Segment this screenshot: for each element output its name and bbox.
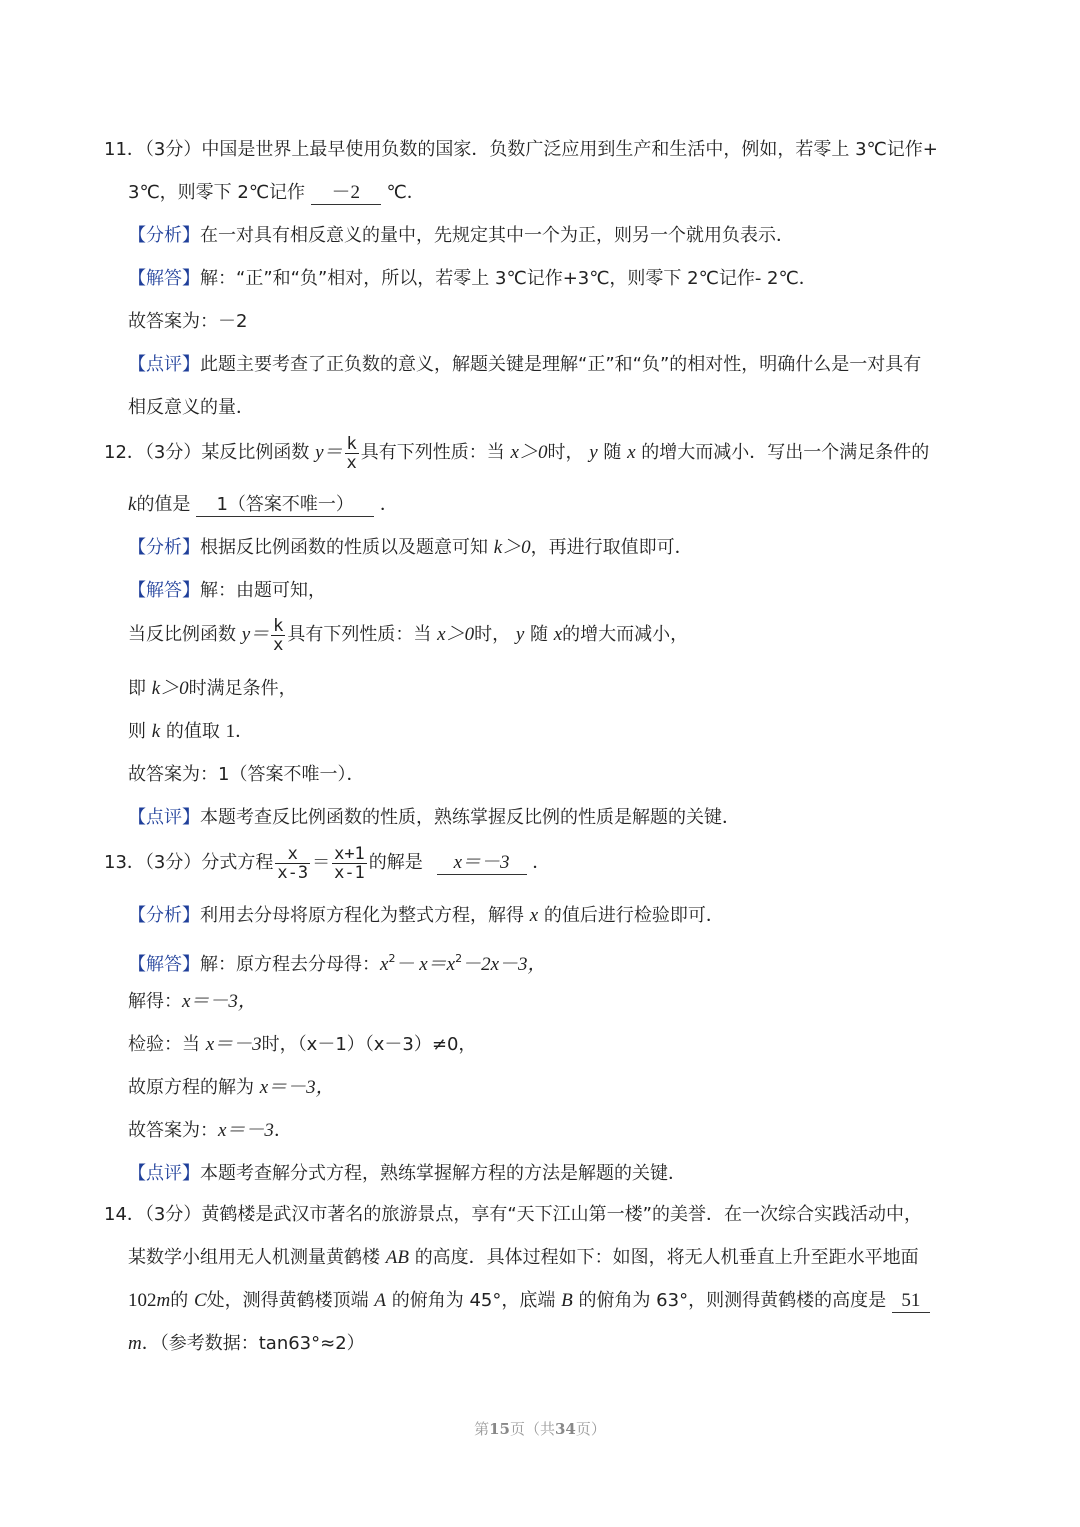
q13-sol1-a: － x＝	[395, 954, 447, 975]
q11-solution	[128, 266, 817, 292]
q13-final-pre: 故答案为：	[128, 1120, 218, 1141]
q12-final: 故答案为：1（答案不唯一）．	[128, 764, 365, 785]
q14-line4-post: ．（参考数据：tan63°≈2）	[141, 1333, 365, 1354]
q12-solution1: 解：由题可知，	[200, 580, 326, 601]
q14-b-point: B	[561, 1290, 573, 1311]
q12-sol4-val: 1	[225, 721, 236, 742]
q12-xvar: x	[627, 442, 636, 463]
footer-mid: 页（共	[509, 1420, 555, 1438]
q12-sol4-post: ．	[235, 721, 254, 742]
q14-line3-d: 的俯角为 63°，则测得黄鹤楼的高度是	[578, 1290, 887, 1311]
q12-sol2-mid: 具有下列性质：当	[287, 624, 432, 645]
q13-sol1-b: －2x－3，	[462, 954, 547, 975]
q13-sol1-x1: x	[380, 954, 389, 975]
solution-tag: 【解答】	[128, 580, 200, 601]
q12-sol4-mid: 的值取	[165, 721, 220, 742]
q14-line3	[128, 1288, 930, 1314]
q14-line3-c2: 的俯角为 45°，底端	[391, 1290, 556, 1311]
q14-c: C	[193, 1290, 207, 1311]
q13-mid: 的解是	[368, 852, 423, 873]
q11-line2	[128, 180, 425, 206]
q13-sol2-pre: 解得：	[128, 991, 182, 1012]
q12-analysis-pre: 根据反比例函数的性质以及题意可知	[200, 537, 488, 558]
q12-sol2-mid3: 随	[530, 624, 548, 645]
solution-tag: 【解答】	[128, 268, 200, 289]
q11-comment	[128, 352, 921, 378]
q11-answer-blank: －2	[311, 182, 381, 205]
q12-analysis	[128, 535, 693, 561]
q13-sol2	[128, 989, 257, 1015]
q11-analysis	[128, 223, 794, 249]
q13-frac1-den: x-3	[277, 862, 309, 883]
analysis-tag: 【分析】	[128, 537, 200, 558]
q14-line3-a: 的	[170, 1290, 189, 1311]
q13-sol4-pre: 故原方程的解为	[128, 1077, 254, 1098]
q12-line2-post: ．	[379, 494, 398, 515]
q11-comment-text: 此题主要考查了正负数的意义，解题关键是理解“正”和“负”的相对性，明确什么是一对具有	[200, 354, 922, 375]
q12-sol4-pre: 则	[128, 721, 146, 742]
q12-frac-den: x	[346, 452, 357, 473]
q12-comment	[128, 805, 740, 831]
footer-pre: 第	[474, 1420, 490, 1438]
analysis-tag: 【分析】	[128, 905, 200, 926]
q13-frac2-num: x+1	[334, 843, 365, 864]
q13-prefix: 13．（3分）分式方程	[104, 852, 274, 873]
q13-analysis-pre: 利用去分母将原方程化为整式方程，解得	[200, 905, 524, 926]
page-footer	[0, 1418, 1080, 1439]
q14-102: 102	[128, 1290, 157, 1311]
analysis-tag: 【分析】	[128, 225, 200, 246]
q12-analysis-cond: k＞0	[493, 537, 531, 558]
q11-final: 故答案为：－2	[128, 311, 248, 332]
comment-tag: 【点评】	[128, 1163, 200, 1184]
q12-sol2-fraction	[271, 617, 285, 654]
q13-fraction-left	[275, 845, 310, 882]
q14-unit: m	[128, 1333, 142, 1354]
q12-yvar: y	[589, 442, 598, 463]
q13-sol3-expr: x＝－3	[205, 1034, 262, 1055]
q13-comment-text: 本题考查解分式方程，熟练掌握解方程的方法是解题的关键．	[200, 1163, 686, 1184]
q13-sol3-pre: 检验：当	[128, 1034, 200, 1055]
q13-analysis-post: 的值后进行检验即可．	[543, 905, 724, 926]
q12-sol2-y-eq: y＝	[241, 624, 270, 645]
q12-k: k	[128, 494, 137, 515]
footer-post: 页）	[575, 1420, 606, 1438]
q12-sol2	[128, 613, 688, 657]
q14-ab: AB	[385, 1247, 409, 1268]
q14-line1: 14．（3分）黄鹤楼是武汉市著名的旅游景点，享有“天下江山第一楼”的美誉．在一次综合实践活动中，	[104, 1204, 923, 1225]
q13-sol1-pre: 解：原方程去分母得：	[200, 954, 380, 975]
q12-mid: 具有下列性质：当	[360, 442, 505, 463]
q12-mid2: 时，	[547, 442, 584, 463]
q14-line2-post: 的高度．具体过程如下：如图，将无人机垂直上升至距水平地面	[414, 1247, 919, 1268]
q12-sol4	[128, 719, 253, 745]
page-total: 34	[555, 1420, 576, 1438]
q11-analysis-text: 在一对具有相反意义的量中，先规定其中一个为正，则另一个就用负表示．	[200, 225, 794, 246]
q11-line2-pre: 3℃，则零下 2℃记作	[128, 182, 306, 203]
q13-final-post: ．	[273, 1120, 292, 1141]
q12-tail: 的增大而减小．写出一个满足条件的	[641, 442, 930, 463]
q12-prefix: 12．（3分）某反比例函数	[104, 442, 310, 463]
q12-sol3-cond: k＞0	[151, 678, 189, 699]
q12-line1	[104, 431, 929, 475]
q11-line2-post: ℃．	[386, 182, 425, 203]
q12-mid3: 随	[603, 442, 622, 463]
q12-answer-blank: 1（答案不唯一）	[196, 494, 374, 517]
q12-sol2-mid2: 时，	[474, 624, 511, 645]
q12-sol2-pre: 当反比例函数	[128, 624, 236, 645]
q12-comment-text: 本题考查反比例函数的性质，熟练掌握反比例的性质是解题的关键．	[200, 807, 740, 828]
q12-sol2-tail: 的增大而减小，	[562, 624, 689, 645]
q13-sol3-mid: 时，（x－1）（x－3）≠0，	[261, 1034, 477, 1055]
q12-frac-num: k	[346, 433, 357, 454]
q13-sol4-expr: x＝－3，	[259, 1077, 335, 1098]
q13-solution: 【解答】解：原方程去分母得：$x^2- x=x^2-2x-3$，	[128, 952, 547, 975]
comment-tag: 【点评】	[128, 354, 200, 375]
q14-answer-blank: 51	[892, 1290, 930, 1313]
q12-line2	[128, 492, 398, 518]
q14-line4	[128, 1331, 365, 1357]
q13-sol2-expr: x＝－3，	[182, 991, 257, 1012]
q11-solution-text: 解：“正”和“负”相对，所以，若零上 3℃记作+3℃，则零下 2℃记作- 2℃．	[200, 268, 817, 289]
q13-analysis-x: x	[529, 905, 539, 926]
q12-sol2-yvar: y	[515, 624, 525, 645]
q13-fraction-right	[332, 845, 367, 882]
q13-frac2-den: x-1	[334, 862, 365, 883]
q14-line2-pre: 某数学小组用无人机测量黄鹤楼	[128, 1247, 380, 1268]
q12-solution	[128, 578, 326, 604]
solution-tag: 【解答】	[128, 954, 200, 975]
q12-analysis-post: ，再进行取值即可．	[530, 537, 693, 558]
q11-line1: 11．（3分）中国是世界上最早使用负数的国家．负数广泛应用到生产和生活中，例如，若零上 3℃记作+	[104, 139, 938, 160]
comment-tag: 【点评】	[128, 807, 200, 828]
q13-sol4	[128, 1075, 335, 1101]
q12-y-eq: y＝	[315, 442, 343, 463]
q13-frac1-num: x	[275, 845, 310, 864]
q13-sol1-x2: x	[446, 954, 456, 975]
q12-sol2-frac-num: k	[273, 615, 284, 636]
q12-sol2-xvar: x	[553, 624, 563, 645]
q12-sol2-frac-den: x	[273, 634, 284, 655]
q12-sol2-cond: x＞0	[437, 624, 475, 645]
page-number: 15	[489, 1420, 510, 1438]
q12-sol3-pre: 即	[128, 678, 146, 699]
q12-line2-pre: 的值是	[136, 494, 191, 515]
q11-comment-cont: 相反意义的量．	[128, 397, 254, 418]
q13-analysis	[128, 903, 724, 929]
q12-sol3	[128, 676, 297, 702]
q13-final-expr: x＝－3	[218, 1120, 274, 1141]
q13-line1	[104, 841, 550, 885]
q12-sol4-k: k	[151, 721, 161, 742]
q13-answer-blank: x＝－3	[437, 852, 527, 875]
q14-line3-b: 处，测得黄鹤楼顶端	[206, 1290, 369, 1311]
q13-eq: ＝	[312, 852, 331, 873]
q12-cond: x＞0	[510, 442, 548, 463]
q14-a-point: A	[374, 1290, 386, 1311]
q12-fraction	[345, 435, 359, 472]
q13-sol3	[128, 1032, 476, 1058]
q12-sol3-post: 时满足条件，	[188, 678, 297, 699]
q14-m: m	[156, 1290, 171, 1311]
q14-line2	[128, 1245, 919, 1271]
q13-final	[128, 1118, 292, 1144]
q13-comment	[128, 1161, 686, 1187]
q13-post: ．	[532, 852, 551, 873]
